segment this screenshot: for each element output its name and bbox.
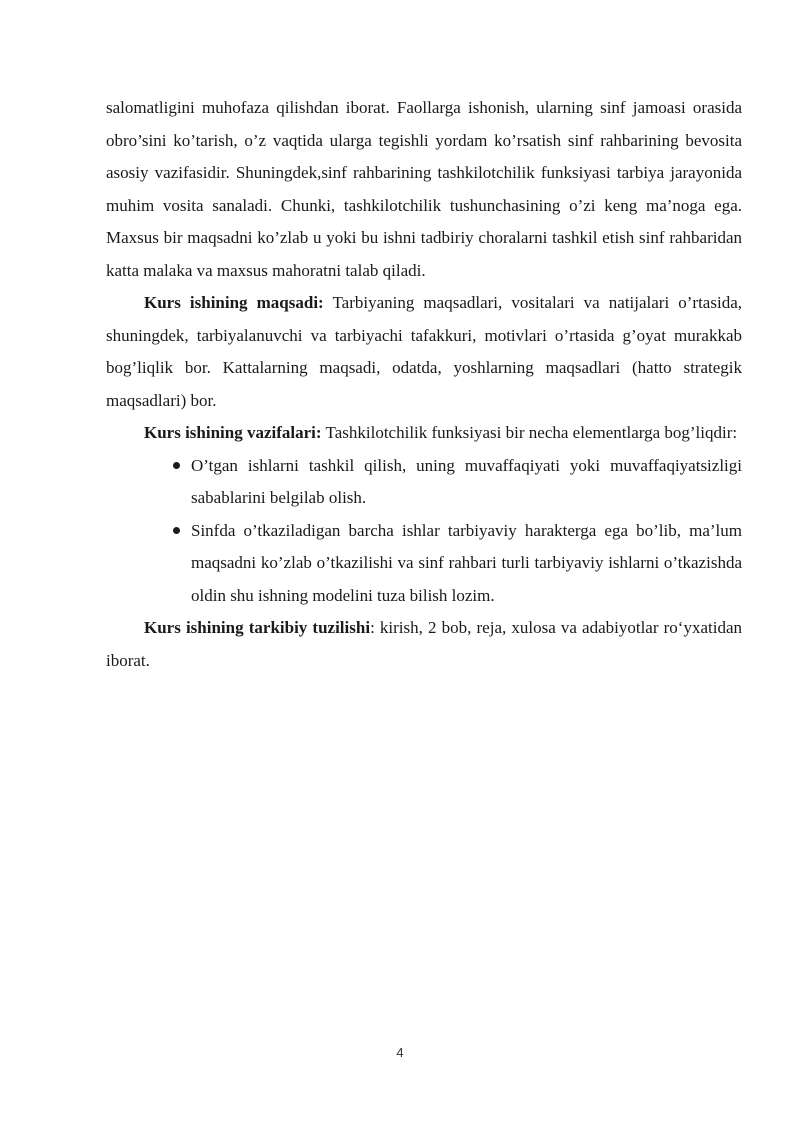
bullet-icon (173, 527, 180, 534)
page-content (106, 92, 742, 677)
goal-paragraph (106, 287, 742, 417)
intro-paragraph: salomatligini muhofaza qilishdan iborat. Faollarga ishonish, ularning sinf jamoasi orasida obro’sini ko’tarish, o’z vaqtida ularga tegishli yordam ko’rsatish sinf rahbarining bevosita asosiy vazifasidir. Shuningdek,sinf rahbarining tashkilotchilik funksiyasi tarbiya jarayonida muhim vosita sanaladi. Chunki, tashkilotchilik tushunchasining o’zi keng ma’noga ega. Maxsus bir maqsadni ko’zlab u yoki bu ishni tadbiriy choralarni tashkil etish sinf rahbaridan katta malaka va maxsus mahoratni talab qiladi. (106, 98, 742, 280)
bullet-text: O’tgan ishlarni tashkil qilish, uning muvaffaqiyati yoki muvaffaqiyatsizligi sabablarini belgilab olish. (191, 455, 742, 507)
structure-text: : kirish, 2 bob, reja, xulosa va adabiyotlar ro‘yxatidan iborat. (106, 618, 742, 670)
list-item (174, 450, 742, 515)
tasks-heading: Kurs ishining vazifalari: (144, 423, 322, 442)
goal-heading: Kurs ishining maqsadi: (144, 293, 324, 312)
bullet-icon (173, 462, 180, 469)
tasks-text: Tashkilotchilik funksiyasi bir necha elementlarga bog’liqdir: (321, 423, 738, 442)
goal-text: Tarbiyaning maqsadlari, vositalari va natijalari o’rtasida, shuningdek, tarbiyalanuvchi va tarbiyachi tafakkuri, motivlari o’rtasida g’oyat murakkab bog’liqlik bor. Kattalarning maqsadi, odatda, yoshlarning maqsadlari (hatto strategik maqsadlari) bor. (106, 293, 742, 410)
tasks-paragraph (106, 417, 742, 450)
bullet-text: Sinfda o’tkaziladigan barcha ishlar tarbiyaviy harakterga ega bo’lib, ma’lum maqsadni ko’zlab o’tkazilishi va sinf rahbari turli tarbiyaviy ishlarni o’tkazishda oldin shu ishning modelini tuza bilish lozim. (191, 520, 742, 605)
structure-paragraph (106, 612, 742, 677)
page-number: 4 (396, 1045, 404, 1060)
tasks-bullet-list (106, 450, 742, 613)
list-item (174, 515, 742, 613)
structure-heading: Kurs ishining tarkibiy tuzilishi (144, 618, 371, 637)
